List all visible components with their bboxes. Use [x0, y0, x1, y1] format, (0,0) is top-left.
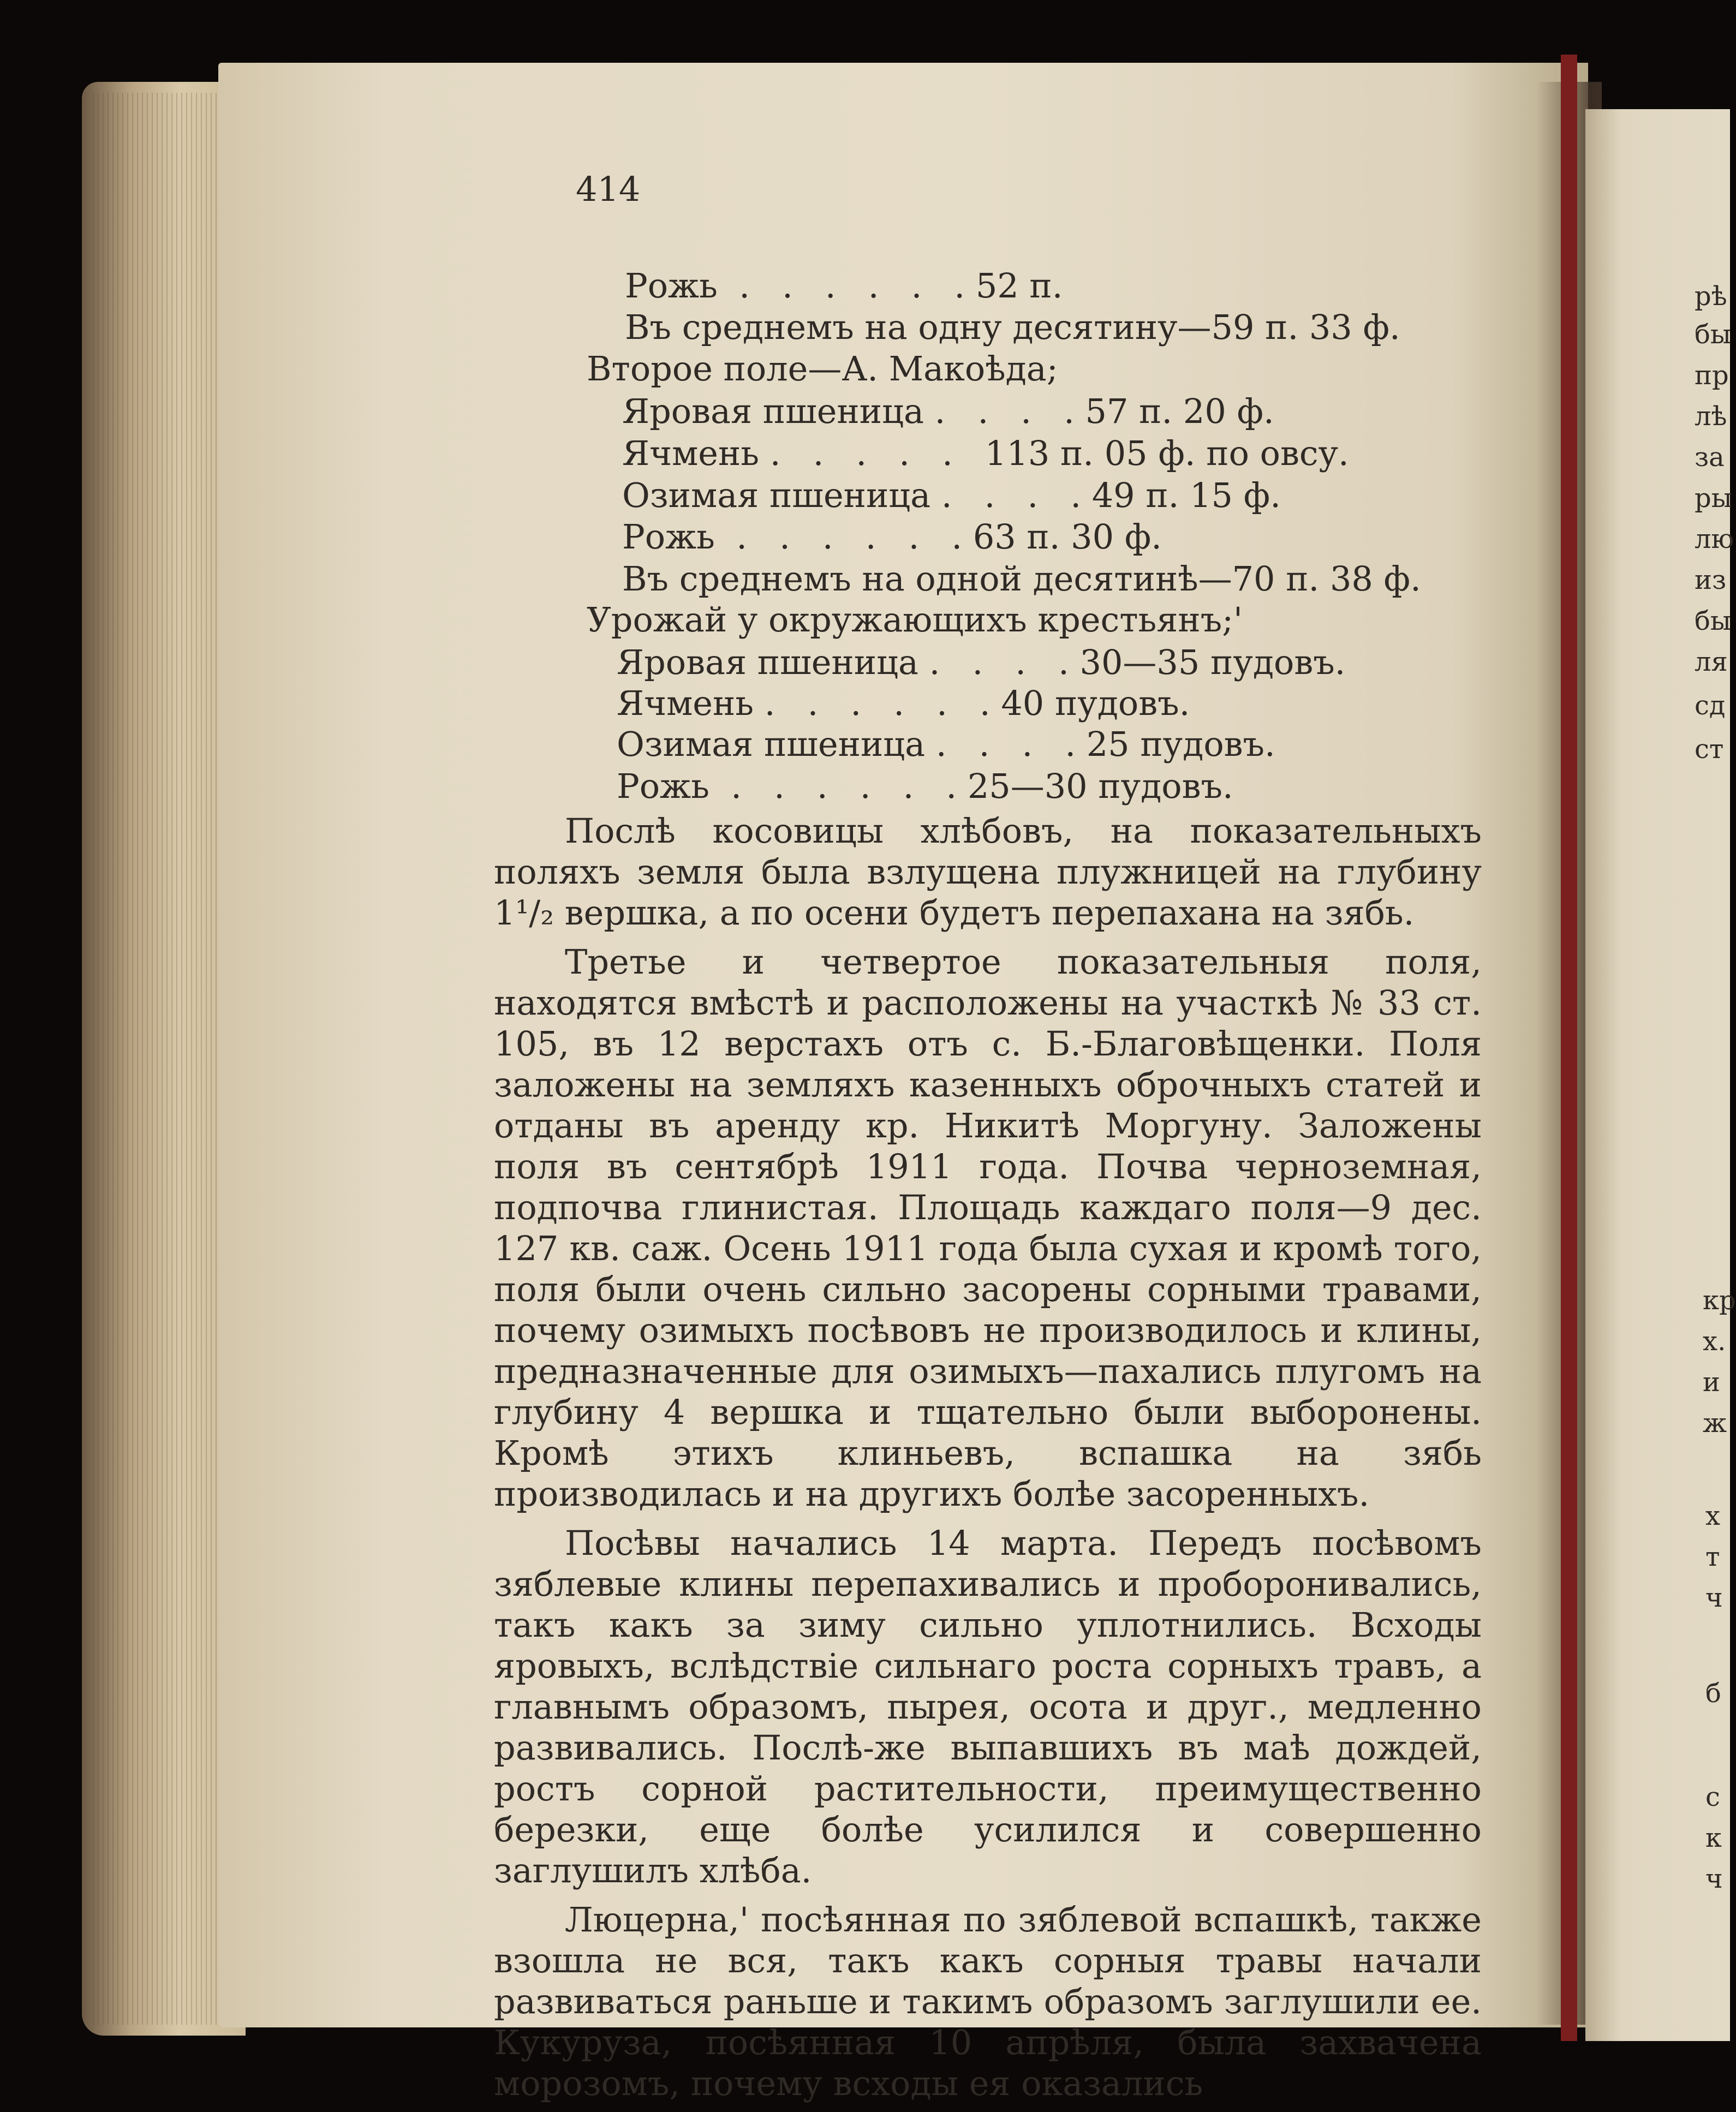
paragraph: Послѣ косовицы хлѣбовъ, на показательныхъ поляхъ земля была взлущена плужницей на глубину 1¹/₂ вершка, а по осени будетъ перепахана на зябь.: [494, 811, 1482, 933]
ledger-row: Рожь . . . . . . 63 п. 30 ф.: [622, 517, 1162, 557]
harvest-ledger: [0, 0, 1730, 819]
ledger-row: Рожь . . . . . . 25—30 пудовъ.: [617, 766, 1233, 806]
right-fragment: к: [1705, 1823, 1722, 1853]
right-fragment: ч: [1705, 1864, 1723, 1894]
right-fragment: х.: [1703, 1326, 1726, 1357]
ledger-row: Рожь . . . . . . 52 п.: [625, 266, 1063, 306]
paragraph: Посѣвы начались 14 марта. Передъ посѣвомъ зяблевые клины перепахивались и проборонивались, такъ какъ за зиму сильно уплотнились. Всходы яровыхъ, вслѣдствіе сильнаго роста сорныхъ травъ, а главнымъ образомъ, пырея, осота и друг., медленно развивались. Послѣ-же выпавшихъ въ маѣ дождей, ростъ сорной растительности, преимущественно березки, еще болѣе усилился и совершенно заглушилъ хлѣба.: [494, 1523, 1482, 1890]
right-fragment: х: [1705, 1501, 1721, 1531]
paragraph: Третье и четвертое показательныя поля, находятся вмѣстѣ и расположены на участкѣ № 33 ст. 105, въ 12 верстахъ отъ с. Б.-Благовѣщенки. Поля заложены на земляхъ казенныхъ оброчныхъ статей и отданы въ аренду кр. Никитѣ Моргуну. Заложены поля въ сентябрѣ 1911 года. Почва черноземная, подпочва глинистая. Площадь каждаго поля—9 дес. 127 кв. саж. Осень 1911 года была сухая и кромѣ того, поля были очень сильно засорены сорными травами, почему озимыхъ посѣвовъ не производилось и клины, предназначенные для озимыхъ—пахались плугомъ на глубину 4 вершка и тщательно были выборонены. Кромѣ этихъ клиньевъ, вспашка на зябь производилась и на другихъ болѣе засоренныхъ.: [494, 942, 1482, 1514]
ledger-row: Яровая пшеница . . . . 57 п. 20 ф.: [622, 391, 1274, 431]
paragraph: Люцерна,' посѣянная по зяблевой вспашкѣ, также взошла не вся, такъ какъ сорныя травы начали развиваться раньше и такимъ образомъ заглушили ее. Кукуруза, посѣянная 10 апрѣля, была захвачена морозомъ, почему всходы ея оказались: [494, 1900, 1482, 2103]
ledger-row: Озимая пшеница . . . . 25 пудовъ.: [617, 724, 1275, 764]
right-fragment: за: [1695, 442, 1725, 473]
right-fragment: б: [1705, 1678, 1721, 1709]
right-fragment: с: [1705, 1782, 1720, 1812]
right-fragment: ж: [1703, 1408, 1727, 1439]
right-fragment: кр: [1703, 1285, 1736, 1316]
right-fragment: ры: [1695, 483, 1732, 514]
right-fragment: пр: [1695, 360, 1729, 391]
page-number: 414: [576, 169, 641, 209]
right-fragment: т: [1705, 1542, 1720, 1572]
ledger-row: Второе поле—А. Макоѣда;: [587, 349, 1058, 389]
ledger-row: Въ среднемъ на одной десятинѣ—70 п. 38 ф.: [622, 559, 1421, 599]
right-fragment: бы: [1695, 319, 1732, 350]
right-fragment: ст: [1695, 734, 1724, 765]
right-fragment: лю: [1695, 524, 1734, 554]
right-fragment: бы: [1695, 606, 1732, 636]
right-fragment: ля: [1695, 647, 1728, 677]
right-fragment: и: [1703, 1367, 1720, 1398]
body-text: [494, 810, 1482, 2112]
ledger-row: Озимая пшеница . . . . 49 п. 15 ф.: [622, 475, 1281, 515]
right-fragment: сд: [1695, 690, 1726, 721]
ledger-row: Въ среднемъ на одну десятину—59 п. 33 ф.: [625, 307, 1400, 347]
ledger-row: Ячмень . . . . . 113 п. 05 ф. по овсу.: [622, 433, 1349, 473]
ledger-row: Ячмень . . . . . . 40 пудовъ.: [617, 683, 1190, 723]
right-fragment: ч: [1705, 1583, 1723, 1613]
right-fragment: из: [1695, 565, 1727, 595]
right-fragment: лѣ: [1695, 401, 1727, 432]
ledger-row: Урожай у окружающихъ крестьянъ;': [587, 600, 1243, 640]
ledger-row: Яровая пшеница . . . . 30—35 пудовъ.: [617, 642, 1346, 682]
right-fragment: рѣ: [1695, 281, 1727, 312]
